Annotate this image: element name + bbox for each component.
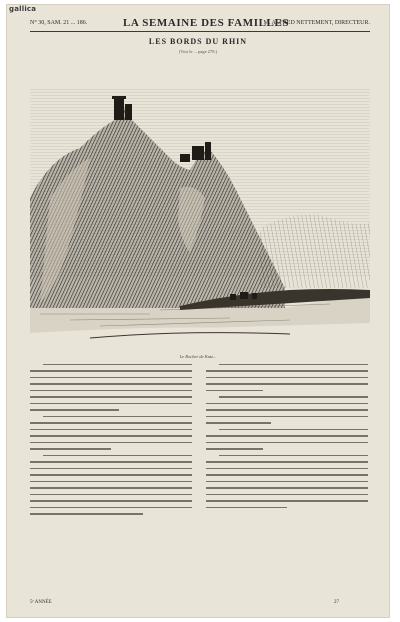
text-line <box>206 442 368 443</box>
text-line <box>30 500 192 501</box>
text-line <box>30 507 192 508</box>
text-line <box>30 474 192 475</box>
text-line <box>219 396 368 397</box>
text-line <box>219 455 368 456</box>
text-line <box>43 364 192 365</box>
text-line <box>30 513 143 514</box>
text-line <box>30 390 192 391</box>
text-line <box>30 370 192 371</box>
text-line <box>206 500 368 501</box>
text-line <box>206 435 368 436</box>
paragraph <box>206 364 368 391</box>
text-line <box>206 403 368 404</box>
text-column-left <box>30 364 192 520</box>
engraving-illustration <box>30 58 370 354</box>
page-number: 27 <box>334 600 339 605</box>
text-line <box>206 409 368 410</box>
text-line <box>30 448 111 449</box>
text-line <box>30 403 192 404</box>
text-line <box>30 422 192 423</box>
paragraph <box>30 455 192 515</box>
text-line <box>30 429 192 430</box>
text-line <box>30 409 119 410</box>
text-line <box>43 455 192 456</box>
header-rule <box>30 31 370 32</box>
paragraph <box>206 429 368 450</box>
paragraph <box>206 396 368 423</box>
issue-info: N° 30, SAM. 21 ... 186. <box>30 20 88 26</box>
director-credit: M. ALFRED NETTEMENT, DIRECTEUR. <box>263 20 370 26</box>
figure-caption: Le Rocher de Katz... <box>179 354 217 359</box>
text-line <box>206 507 287 508</box>
running-header <box>30 17 370 29</box>
journal-title: LA SEMAINE DES FAMILLES <box>123 17 290 29</box>
text-line <box>219 429 368 430</box>
text-line <box>206 494 368 495</box>
text-line <box>206 448 263 449</box>
text-line <box>30 383 192 384</box>
text-line <box>30 487 192 488</box>
text-line <box>206 370 368 371</box>
article-subtitle: (Voir le ... page 278.) <box>178 49 218 54</box>
text-line <box>206 416 368 417</box>
text-line <box>30 396 192 397</box>
text-line <box>30 442 192 443</box>
article-title: LES BORDS DU RHIN <box>148 37 248 46</box>
text-line <box>30 481 192 482</box>
text-line <box>43 416 192 417</box>
text-line <box>206 383 368 384</box>
text-line <box>219 364 368 365</box>
text-line <box>30 435 192 436</box>
text-column-right <box>206 364 368 513</box>
text-line <box>206 390 263 391</box>
paragraph <box>30 364 192 411</box>
folio: 5ᵉ ANNÉE <box>30 600 52 605</box>
text-line <box>30 377 192 378</box>
text-line <box>30 468 192 469</box>
text-line <box>206 474 368 475</box>
text-line <box>30 461 192 462</box>
text-line <box>206 461 368 462</box>
gallica-watermark: gallica <box>9 5 37 13</box>
page-sheet <box>6 4 390 618</box>
text-line <box>206 422 271 423</box>
text-line <box>206 481 368 482</box>
text-line <box>206 377 368 378</box>
text-line <box>206 487 368 488</box>
paragraph <box>206 455 368 508</box>
paragraph <box>30 416 192 450</box>
text-line <box>30 494 192 495</box>
text-line <box>206 468 368 469</box>
